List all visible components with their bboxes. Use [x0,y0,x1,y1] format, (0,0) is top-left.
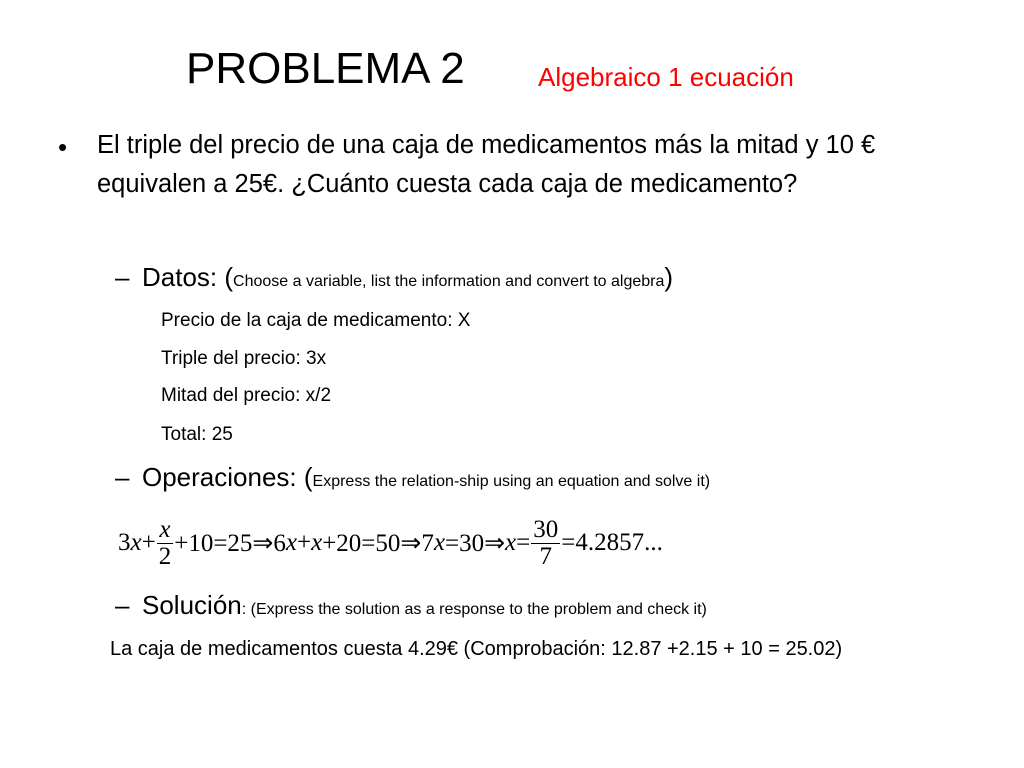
eq-term: +20=50⇒7 [322,530,434,557]
eq-fraction-30-over-7 [531,517,560,570]
frac-numerator: x [159,515,171,543]
operaciones-colon: : ( [289,462,313,492]
frac-denominator: 2 [158,542,172,570]
eq-op: + [141,529,156,556]
dash-marker-operaciones: – [115,462,130,492]
slide-subtitle: Algebraico 1 ecuación [538,62,794,92]
datos-item: Precio de la caja de medicamento: X [161,310,471,331]
bullet-marker: • [58,132,68,162]
eq-term: =30⇒ [444,530,506,557]
dash-marker-solucion: – [115,590,130,620]
section-operaciones [142,462,710,493]
eq-var: x [311,529,323,556]
dash-marker-datos: – [115,262,130,292]
frac-denominator: 7 [539,542,552,570]
datos-item: Total: 25 [161,424,233,445]
eq-var: x [285,529,297,556]
section-solucion [142,590,707,621]
eq-op: = [516,529,531,556]
operaciones-hint: Express the relation-ship using an equation and solve it) [312,473,711,490]
eq-result: =4.2857... [561,529,663,556]
operaciones-label: Operaciones [142,462,290,492]
eq-term: +10=25⇒6 [174,530,286,557]
datos-item: Triple del precio: 3x [161,348,327,369]
frac-numerator: 30 [533,515,559,543]
datos-label: Datos [142,262,210,292]
section-datos [142,262,673,293]
eq-term: 3 [118,529,131,556]
eq-op: + [296,529,312,556]
slide-title: PROBLEMA 2 [186,44,465,93]
eq-fraction-x-over-2 [157,517,174,570]
answer-text: La caja de medicamentos cuesta 4.29€ (Comprobación: 12.87 +2.15 + 10 = 25.02) [110,638,843,660]
datos-item: Mitad del precio: x/2 [161,385,332,406]
eq-var: x [130,529,142,556]
equation [118,514,663,572]
datos-close: ) [664,262,674,292]
datos-hint: Choose a variable, list the information and convert to algebra [233,273,665,290]
eq-var: x [433,529,445,556]
problem-statement: El triple del precio de una caja de medicamentos más la mitad y 10 € equivalen a 25€. ¿Cuánto cuesta cada caja de medicamento? [97,131,876,198]
eq-var: x [505,529,517,556]
solucion-label: Solución [142,590,242,620]
solucion-hint: : (Express the solution as a response to the problem and check it) [241,601,707,618]
datos-colon: : ( [209,262,234,292]
